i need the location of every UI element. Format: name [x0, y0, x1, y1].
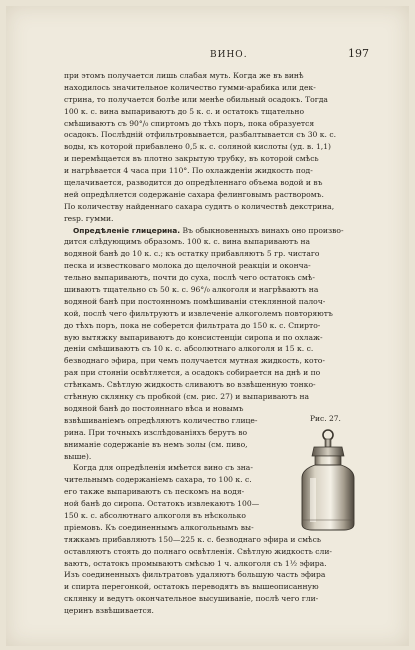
text-line: выше). [64, 451, 92, 461]
text-line: ваютъ, остатокъ промываютъ смѣсью 1 ч. алкоголя съ 1½ эфира. [64, 558, 327, 568]
text-line: 100 к. с. вина выпариваютъ до 5 к. с. и остатокъ тщательно [64, 106, 305, 116]
text-line: церинъ взвѣшивается. [64, 606, 154, 616]
text-line: resp. гумми. [64, 213, 114, 223]
text-line: водяной банѣ до 10 к. с.; къ остатку прибавляютъ 5 гр. чистаго [64, 249, 320, 259]
text-line: стрина, то получается болѣе или менѣе обильный осадокъ. Тогда [64, 94, 328, 104]
text-line: кой, послѣ чего фильтруютъ и извлеченіе алкоголемъ повторяютъ [64, 308, 333, 318]
text-line: шиваютъ тщательно съ 50 к. с. 96°/₀ алкоголя и нагрѣваютъ на [64, 285, 319, 295]
text-line: дится слѣдующимъ образомъ. 100 к. с. вина выпариваютъ на [64, 237, 311, 247]
page-header [64, 48, 369, 62]
page-number: 197 [348, 47, 369, 60]
text-line: и спирта перегонкой, остатокъ переводятъ въ вышеописанную [64, 582, 319, 592]
text-line: и перемѣщается въ плотно закрытую трубку, въ которой смѣсь [64, 154, 319, 164]
text-line: ней опредѣляется содержаніе сахара фелинговымъ растворомъ. [64, 189, 324, 199]
body-text [64, 70, 381, 617]
text-line: Когда для опредѣленія имѣется вино съ зна- [73, 463, 253, 473]
text-line: рая при стояніи освѣтляется, а осадокъ собирается на днѣ и по [64, 368, 321, 378]
text-line: чительнымъ содержаніемъ сахара, то 100 к. с. [64, 475, 252, 485]
text-line: смѣшиваютъ съ 90°/₀ спиртомъ до тѣхъ поръ, пока образуется [64, 118, 315, 128]
text-line: вниманіе содержаніе въ немъ золы (см. пиво, [64, 439, 248, 449]
text-line: и нагрѣвается 4 часа при 110°. По охлажденіи жидкость под- [64, 166, 313, 176]
text-line: стѣнкамъ. Свѣтлую жидкость сливаютъ во взвѣшенную тонко- [64, 380, 316, 390]
text-line: взвѣшиваніемъ опредѣляютъ количество глице- [64, 415, 258, 425]
figure-caption: Рис. 27. [310, 414, 341, 423]
text-line: ной банѣ до сиропа. Остатокъ извлекаютъ 100— [64, 499, 260, 509]
text-line: при этомъ получается лишь слабая муть. Когда же въ винѣ [64, 71, 304, 80]
figure-27 [278, 414, 378, 534]
text-line: Изъ соединенныхъ фильтратовъ удаляютъ большую часть эфира [64, 570, 326, 580]
text-line: щелачивается, разводится до опредѣленнаго объема водой и въ [64, 178, 323, 188]
text-line: оставляютъ стоять до полнаго освѣтленія. Свѣтлую жидкость сли- [64, 546, 332, 556]
text-line: до тѣхъ поръ, пока не соберется фильтрата до 150 к. с. Спирто- [64, 320, 321, 330]
text-line: вую вытяжку выпариваютъ до консистенціи сиропа и по охлаж- [64, 332, 323, 342]
text-line: осадокъ. Послѣдній отфильтровывается, разбалтывается съ 30 к. с. [64, 130, 337, 140]
text-line: тяжкамъ прибавляютъ 150—225 к. с. безводнаго эфира и смѣсь [64, 534, 322, 544]
text-line: его также выпариваютъ съ пескомъ на водя- [64, 487, 245, 497]
text-line: водяной банѣ до постояннаго вѣса и новымъ [64, 403, 244, 413]
text-line: рина. При точныхъ изслѣдованіяхъ берутъ во [64, 427, 248, 437]
text-line: По количеству найденнаго сахара судятъ о количествѣ декстрина, [64, 201, 335, 211]
weighing-flask-illustration [288, 428, 368, 532]
text-line: тельно выпариваютъ, почти до суха, послѣ чего остатокъ смѣ- [64, 273, 315, 283]
glycerin-paragraph-start [64, 225, 381, 237]
text-line-rest: Въ обыкновенныхъ винахъ оно произво- [180, 225, 344, 235]
text-line: воды, къ которой прибавлено 0,5 к. с. соляной кислоты (уд. в. 1,1) [64, 142, 331, 152]
section-heading-glycerin: Опредѣленіе глицерина. [73, 225, 181, 235]
text-line: пріемовъ. Къ соединеннымъ алкогольнымъ вы- [64, 522, 254, 532]
text-line: водяной банѣ при постоянномъ помѣшиваніи стеклянной палоч- [64, 296, 326, 306]
text-line: склянку и ведутъ окончательное высушиваніе, послѣ чего гли- [64, 594, 319, 604]
text-line: находилось значительное количество гумми-арабика или дек- [64, 82, 316, 92]
running-title: ВИНО. [210, 50, 248, 60]
book-page [6, 6, 409, 646]
text-line: безводнаго эфира, при чемъ получается мутная жидкость, кото- [64, 356, 325, 366]
text-line: деніи смѣшиваютъ съ 10 к. с. абсолютнаго алкоголя и 15 к. с. [64, 344, 314, 354]
text-line: 150 к. с. абсолютнаго алкоголя въ нѣсколько [64, 510, 246, 520]
text-line: стѣнную склянку съ пробкой (см. рис. 27) и выпариваютъ на [64, 392, 310, 402]
text-line: песка и известковаго молока до щелочной реакціи и оконча- [64, 261, 311, 271]
